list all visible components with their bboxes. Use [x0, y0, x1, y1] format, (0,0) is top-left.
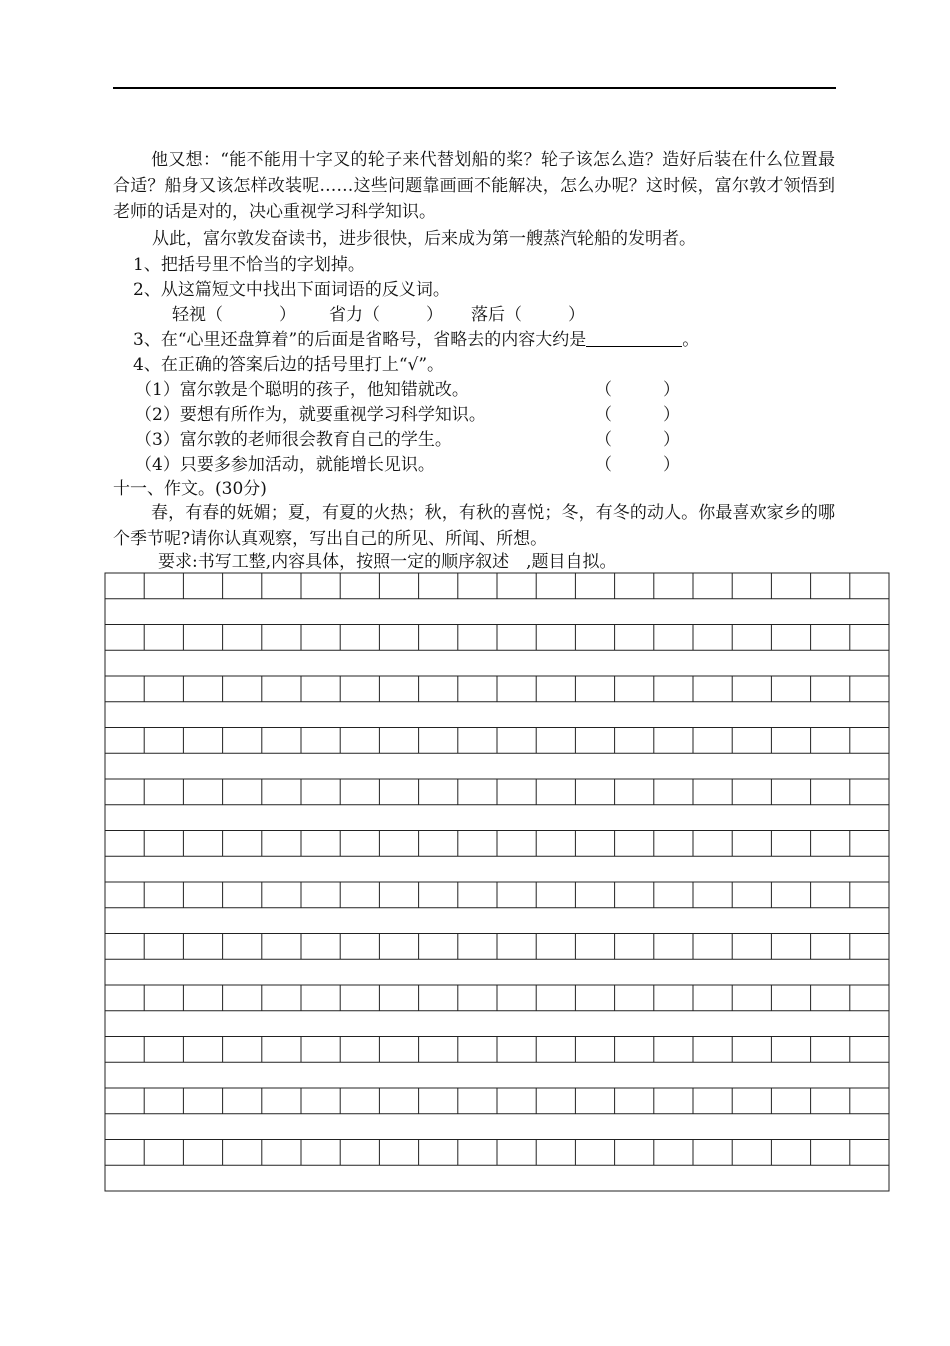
antonym-word-1: 轻视（	[172, 305, 223, 325]
question-2: 2、从这篇短文中找出下面词语的反义词。	[133, 280, 450, 300]
composition-heading: 十一、作文。(30分)	[113, 479, 267, 499]
composition-prompt: 春，有春的妩媚；夏，有夏的火热；秋，有秋的喜悦；冬，有冬的动人。你最喜欢家乡的哪个季节呢?请你认真观察，写出自己的所见、所闻、所想。	[113, 503, 835, 549]
question-3-text: 3、在“心里还盘算着”的后面是省略号，省略去的内容大约是	[133, 330, 587, 350]
choice-bracket-1[interactable]: （ ）	[595, 380, 680, 400]
antonym-word-2: 省力（	[329, 305, 380, 325]
composition-requirement: 要求:书写工整,内容具体，按照一定的顺序叙述 ,题目自拟。	[158, 552, 617, 572]
question-1: 1、把括号里不恰当的字划掉。	[133, 255, 365, 275]
question-4: 4、在正确的答案后边的括号里打上“√”。	[133, 355, 445, 375]
choice-item-2: （2）要想有所作为，就要重视学习科学知识。	[135, 405, 486, 425]
choice-item-4: （4）只要多参加活动，就能增长见识。	[135, 455, 435, 475]
choice-bracket-4[interactable]: （ ）	[595, 455, 680, 475]
choice-bracket-3[interactable]: （ ）	[595, 430, 680, 450]
choice-bracket-2[interactable]: （ ）	[595, 405, 680, 425]
passage-paragraph-1: 他又想：“能不能用十字叉的轮子来代替划船的桨？轮子该怎么造？造好后装在什么位置最合适？船身又该怎样改装呢……这些问题靠画画不能解决，怎么办呢？这时候，富尔敦才领悟到老师的话是对的，决心重视学习科学知识。	[113, 150, 835, 222]
passage-paragraph-2: 从此，富尔敦发奋读书，进步很快，后来成为第一艘蒸汽轮船的发明者。	[152, 229, 696, 249]
choice-item-3: （3）富尔敦的老师很会教育自己的学生。	[135, 430, 452, 450]
antonym-close-1: ）	[279, 305, 296, 325]
question-3-end: 。	[682, 330, 700, 350]
antonym-word-3: 落后（	[471, 305, 522, 325]
antonym-close-2: ）	[426, 305, 443, 325]
choice-item-1: （1）富尔敦是个聪明的孩子，他知错就改。	[135, 380, 469, 400]
antonym-close-3: ）	[568, 305, 585, 325]
